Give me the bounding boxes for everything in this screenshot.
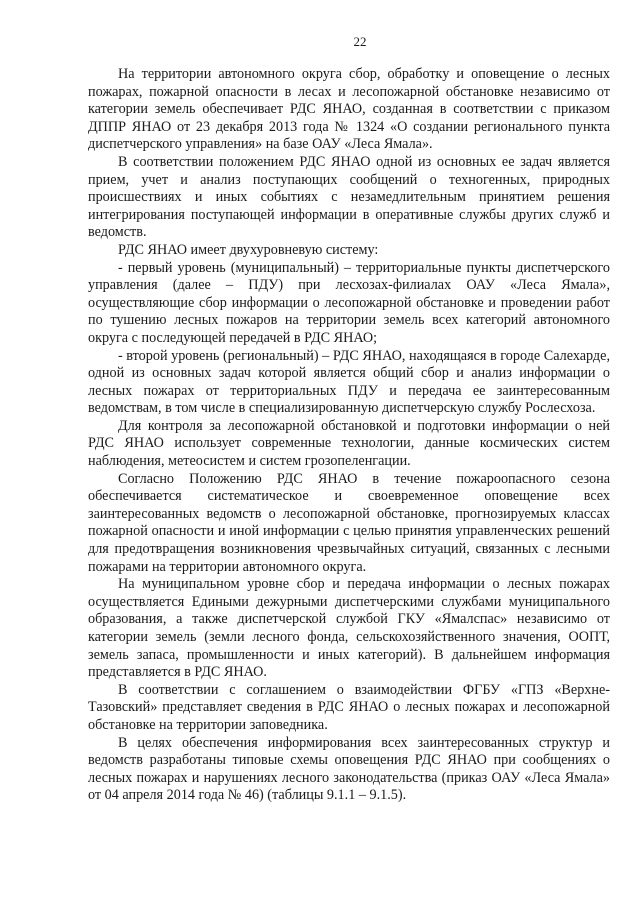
- paragraph: В целях обеспечения информирования всех заинтересованных структур и ведомств разработаны типовые схемы оповещения РДС ЯНАО при сообщениях о лесных пожарах и нарушениях лесного законодательства (приказ ОАУ «Леса Ямала» от 04 апреля 2014 года № 46) (таблицы 9.1.1 – 9.1.5).: [88, 734, 610, 804]
- paragraph: В соответствии с соглашением о взаимодействии ФГБУ «ГПЗ «Верхне-Тазовский» представляет сведения в РДС ЯНАО о лесных пожарах и лесопожарной обстановке на территории заповедника.: [88, 681, 610, 733]
- document-body: [88, 66, 610, 805]
- paragraph: На территории автономного округа сбор, обработку и оповещение о лесных пожарах, пожарной опасности в лесах и лесопожарной обстановке независимо от категории земель обеспечивает РДС ЯНАО, созданная в соответствии с приказом ДППР ЯНАО от 23 декабря 2013 года № 1324 «О создании регионального пункта диспетчерского управления» на базе ОАУ «Леса Ямала».: [88, 66, 610, 153]
- list-item: - второй уровень (региональный) – РДС ЯНАО, находящаяся в городе Салехарде, одной из основных задач которой является общий сбор и анализ информации о лесных пожарах от территориальных ПДУ и передача ее заинтересованным ведомствам, в том числе в специализированную диспетчерскую службу Рослесхоза.: [88, 347, 610, 417]
- paragraph: Согласно Положению РДС ЯНАО в течение пожароопасного сезона обеспечивается систематическое и своевременное оповещение всех заинтересованных ведомств о лесопожарной обстановке, прогнозируемых классах пожарной опасности и иной информации с целью принятия управленческих решений для предотвращения возникновения чрезвычайных ситуаций, связанных с лесными пожарами на территории автономного округа.: [88, 470, 610, 575]
- paragraph: В соответствии положением РДС ЯНАО одной из основных ее задач является прием, учет и анализ поступающих сообщений о техногенных, природных происшествиях и иных событиях с незамедлительным принятием решения интегрирования поступающей информации в оперативные службы других служб и ведомств.: [88, 153, 610, 241]
- paragraph: На муниципальном уровне сбор и передача информации о лесных пожарах осуществляется Едиными дежурными диспетчерскими службами муниципального образования, а также диспетчерской службой ГКУ «Ямалспас» независимо от категории земель (земли лесного фонда, сельскохозяйственного значения, ООПТ, земель запаса, промышленности и иных категорий). В дальнейшем информация представляется в РДС ЯНАО.: [88, 576, 610, 681]
- list-item: - первый уровень (муниципальный) – территориальные пункты диспетчерского управления (далее – ПДУ) при лесхозах-филиалах ОАУ «Леса Ямала», осуществляющие сбор информации о лесопожарной обстановке и проведении работ по тушению лесных пожаров на территории земель всех категорий автономного округа с последующей передачей в РДС ЯНАО;: [88, 259, 610, 346]
- page-number: 22: [353, 34, 367, 49]
- paragraph: РДС ЯНАО имеет двухуровневую систему:: [118, 241, 379, 258]
- paragraph: Для контроля за лесопожарной обстановкой и подготовки информации о ней РДС ЯНАО использует современные технологии, данные космических систем наблюдения, метеосистем и систем грозопеленгации.: [88, 417, 610, 470]
